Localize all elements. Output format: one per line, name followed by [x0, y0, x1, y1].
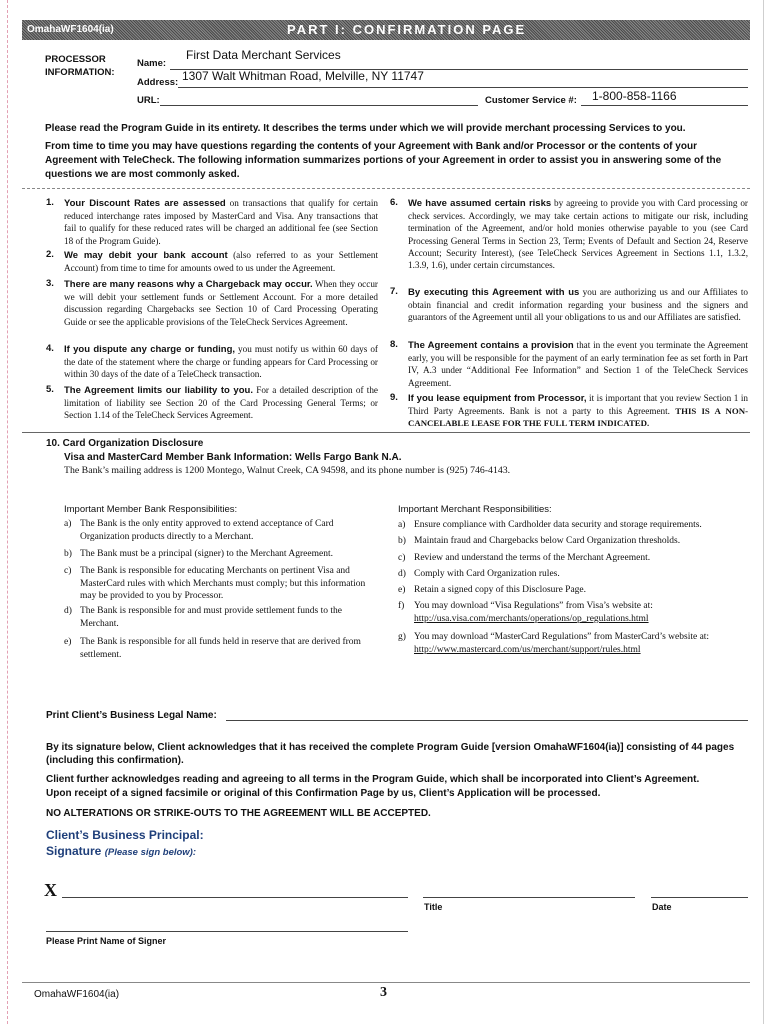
bank-resp-item: [64, 518, 378, 542]
item-number: 1.: [46, 197, 54, 208]
url-label: URL:: [137, 95, 160, 106]
item-lead: We have assumed certain risks: [408, 198, 552, 209]
item-lead: We may debit your bank account: [64, 250, 228, 261]
address-label: Address:: [137, 77, 179, 88]
right-margin-line: [763, 0, 764, 1024]
url-field[interactable]: [160, 105, 478, 106]
item-text: You may download “MasterCard Regulations” from MasterCard’s website at:: [414, 632, 710, 642]
footer-divider: [22, 982, 750, 983]
intro-paragraph-2-line-2: Agreement with TeleCheck. The following information summarizes portions of your Agreement in order to assist you in answering some of the: [45, 155, 722, 166]
item-letter: b): [398, 536, 406, 546]
header-bar: [22, 20, 750, 40]
item-letter: b): [64, 549, 72, 559]
item-lead: By executing this Agreement with us: [408, 287, 580, 298]
print-name-label: Please Print Name of Signer: [46, 936, 167, 946]
item-lead: Your Discount Rates are assessed: [64, 198, 226, 209]
form-code: OmahaWF1604(ia): [27, 24, 114, 35]
signature-note: (Please sign below):: [104, 847, 197, 858]
item-text: The Bank is responsible for all funds held in reserve that are derived from settlement.: [80, 637, 361, 660]
summary-item-1: [46, 197, 379, 246]
customer-service-field[interactable]: 1-800-858-1166: [592, 89, 677, 103]
summary-item-8: [390, 339, 748, 387]
item-letter: a): [64, 519, 72, 529]
merchant-resp-item: [398, 552, 750, 565]
summary-item-9: [390, 392, 748, 432]
item-lead: If you dispute any charge or funding,: [64, 344, 236, 355]
processor-address-field[interactable]: 1307 Walt Whitman Road, Melville, NY 11747: [182, 69, 424, 83]
print-name-field[interactable]: [46, 931, 408, 932]
item-number: 6.: [390, 197, 398, 208]
bank-address-text: The Bank’s mailing address is 1200 Montego, Walnut Creek, CA 94598, and its phone number is (925) 746-4143.: [64, 465, 511, 476]
item-letter: e): [398, 585, 406, 595]
legal-name-field[interactable]: [226, 720, 748, 721]
item-text: it is important that you review Section 1 in Third Party Agreements. Bank is not a party to this Agreement.: [408, 393, 749, 417]
item-letter: f): [398, 601, 405, 611]
disclosure-subtitle: Visa and MasterCard Member Bank Information: Wells Fargo Bank N.A.: [64, 452, 402, 463]
agreement-line-2: Upon receipt of a signed facsimile or original of this Confirmation Page by us, Client’s Application will be processed.: [46, 788, 601, 799]
item-text: Comply with Card Organization rules.: [414, 569, 560, 579]
item-text: Ensure compliance with Cardholder data security and storage requirements.: [414, 520, 702, 530]
summary-item-3: [46, 278, 378, 338]
signature-label: Signature: [46, 844, 102, 858]
customer-service-label: Customer Service #:: [485, 95, 577, 106]
item-number: 7.: [390, 286, 398, 297]
item-text: Retain a signed copy of this Disclosure Page.: [414, 585, 587, 595]
summary-item-6: [390, 197, 748, 281]
item-text: The Bank is responsible for educating Merchants on pertinent Visa and MasterCard rules with which Merchants must comply; but this information may be provided to you by Processor.: [80, 566, 366, 601]
page-number: 3: [380, 985, 387, 1000]
date-field[interactable]: [651, 897, 748, 898]
item-lead: If you lease equipment from Processor,: [408, 393, 587, 404]
item-number: 2.: [46, 249, 54, 260]
customer-service-underline: [581, 105, 748, 106]
item-text: by agreeing to provide you with Card processing or check services. Accordingly, we may take certain actions to mitigate our risk, including termination of the Agreement, and/or hold monies otherwise payable to you (see Card Processing General Terms in Section 23, Term; Events of Default and Section 24, Reserve Account; Security Interest), (see TeleCheck Services Agreement in Sections 1.1, 1.3.2, 1.3.9, 1.6), under certain circumstances.: [408, 198, 748, 271]
item-letter: a): [398, 520, 406, 530]
information-section-label: INFORMATION:: [45, 67, 115, 78]
left-perforation-line: [7, 0, 8, 1024]
acknowledgement-line-2: (including this confirmation).: [46, 755, 184, 766]
item-number: 9.: [390, 392, 398, 403]
item-lead: The Agreement contains a provision: [408, 340, 574, 351]
mastercard-regulations-link[interactable]: http://www.mastercard.com/us/merchant/support/rules.html: [414, 645, 641, 655]
lease-warning: THIS IS A NON-CANCELABLE LEASE FOR THE FULL TERM INDICATED.: [408, 406, 748, 429]
item-text: you must notify us within 60 days of the date of the statement where the charge or funding appears for Card Processing or within 30 days of the date of a TeleCheck transaction.: [64, 344, 378, 380]
disclosure-title: 10. Card Organization Disclosure: [46, 438, 204, 449]
item-letter: e): [64, 637, 72, 647]
bank-resp-item: [64, 548, 378, 560]
signature-heading: [46, 844, 196, 858]
item-lead: The Agreement limits our liability to you.: [64, 385, 253, 396]
merchant-resp-item: [398, 631, 750, 657]
legal-name-label: Print Client’s Business Legal Name:: [46, 710, 217, 721]
date-label: Date: [652, 902, 672, 912]
merchant-resp-item: [398, 568, 750, 581]
bank-responsibilities-title: Important Member Bank Responsibilities:: [64, 504, 238, 515]
acknowledgement-line-1: By its signature below, Client acknowledges that it has received the complete Program Guide [version OmahaWF1604(ia)] consisting of 44 pages: [46, 742, 735, 753]
processor-section-label: PROCESSOR: [45, 54, 106, 65]
item-letter: g): [398, 632, 406, 642]
intro-paragraph-1: Please read the Program Guide in its entirety. It describes the terms under which we will provide merchant processing Services to you.: [45, 123, 686, 134]
item-number: 4.: [46, 343, 54, 354]
item-text: The Bank must be a principal (signer) to the Merchant Agreement.: [80, 549, 333, 559]
item-text: You may download “Visa Regulations” from Visa’s website at:: [414, 601, 653, 611]
processor-name-field[interactable]: First Data Merchant Services: [186, 48, 341, 62]
title-field[interactable]: [423, 897, 635, 898]
visa-regulations-link[interactable]: http://usa.visa.com/merchants/operations/op_regulations.html: [414, 614, 649, 624]
signature-x-mark: X: [44, 880, 57, 900]
merchant-resp-item: [398, 519, 750, 532]
item-text: Review and understand the terms of the Merchant Agreement.: [414, 553, 651, 563]
agreement-line-1: Client further acknowledges reading and agreeing to all terms in the Program Guide, which shall be incorporated into Client’s Agreement.: [46, 774, 700, 785]
item-number: 3.: [46, 278, 54, 289]
bank-resp-item: [64, 636, 378, 660]
item-text: (also referred to as your Settlement Account) from time to time for amounts owed to us under the Agreement.: [64, 250, 379, 274]
bank-resp-item: [64, 565, 378, 601]
business-principal-heading: Client’s Business Principal:: [46, 828, 204, 842]
item-text: that in the event you terminate the Agreement early, you will be responsible for the payment of an early termination fee as set forth in Part IV, A.3 under “Additional Fee Information” and Section 1 of the TeleCheck Services Agreement.: [408, 340, 749, 388]
name-label: Name:: [137, 58, 167, 69]
title-label: Title: [424, 902, 443, 912]
item-letter: c): [64, 566, 72, 576]
item-text: When they occur we will debit your settlement funds or Settlement Account. For a more detailed discussion regarding Chargebacks see Section 10 of Card Processing Operating Guide or see the applicable provisions of the TeleCheck Services Agreement.: [64, 279, 378, 327]
page-title: PART I: CONFIRMATION PAGE: [287, 22, 527, 37]
footer-form-code: OmahaWF1604(ia): [34, 989, 120, 1000]
item-text: The Bank is the only entity approved to extend acceptance of Card Organization products directly to a Merchant.: [80, 519, 334, 542]
summary-item-7: [390, 286, 748, 334]
item-lead: There are many reasons why a Chargeback may occur.: [64, 279, 313, 290]
item-text: on transactions that qualify for certain reduced interchange rates imposed by MasterCard and Visa. Any transactions that fail to qualify for these reduced rates will be charged an additional fee (see Section 18 of the Program Guide).: [64, 198, 379, 246]
item-number: 8.: [390, 339, 398, 350]
item-letter: c): [398, 553, 406, 563]
item-text: For a detailed description of the limitation of liability see Section 20 of the Card Processing General Terms; or Section 1.14 of the TeleCheck Services Agreement.: [64, 385, 378, 421]
item-text: The Bank is responsible for and must provide settlement funds to the Merchant.: [80, 606, 342, 629]
intro-paragraph-2-line-1: From time to time you may have questions regarding the contents of your Agreement with Bank and/or Processor or the contents of your: [45, 141, 697, 152]
item-number: 5.: [46, 384, 54, 395]
item-letter: d): [398, 569, 406, 579]
bank-resp-item: [64, 605, 378, 629]
summary-item-4: [46, 343, 378, 379]
address-underline: [178, 87, 748, 88]
summary-item-5: [46, 384, 378, 420]
merchant-resp-item: [398, 535, 750, 548]
item-letter: d): [64, 606, 72, 616]
intro-paragraph-2-line-3: questions we are most commonly asked.: [45, 169, 240, 180]
section-divider: [22, 188, 750, 189]
merchant-resp-item: [398, 584, 750, 597]
signature-field[interactable]: [62, 897, 408, 898]
merchant-resp-item: [398, 600, 750, 626]
disclosure-divider: [22, 432, 750, 433]
item-text: you are authorizing us and our Affiliates to obtain financial and credit information regarding your business and the signers and guarantors of the Agreement until all your obligations to us and our Affiliates are satisfied.: [408, 287, 748, 323]
item-text: Maintain fraud and Chargebacks below Card Organization thresholds.: [414, 536, 681, 546]
no-alterations-notice: NO ALTERATIONS OR STRIKE-OUTS TO THE AGREEMENT WILL BE ACCEPTED.: [46, 808, 431, 819]
merchant-responsibilities-title: Important Merchant Responsibilities:: [398, 504, 552, 515]
summary-item-2: [46, 249, 378, 273]
